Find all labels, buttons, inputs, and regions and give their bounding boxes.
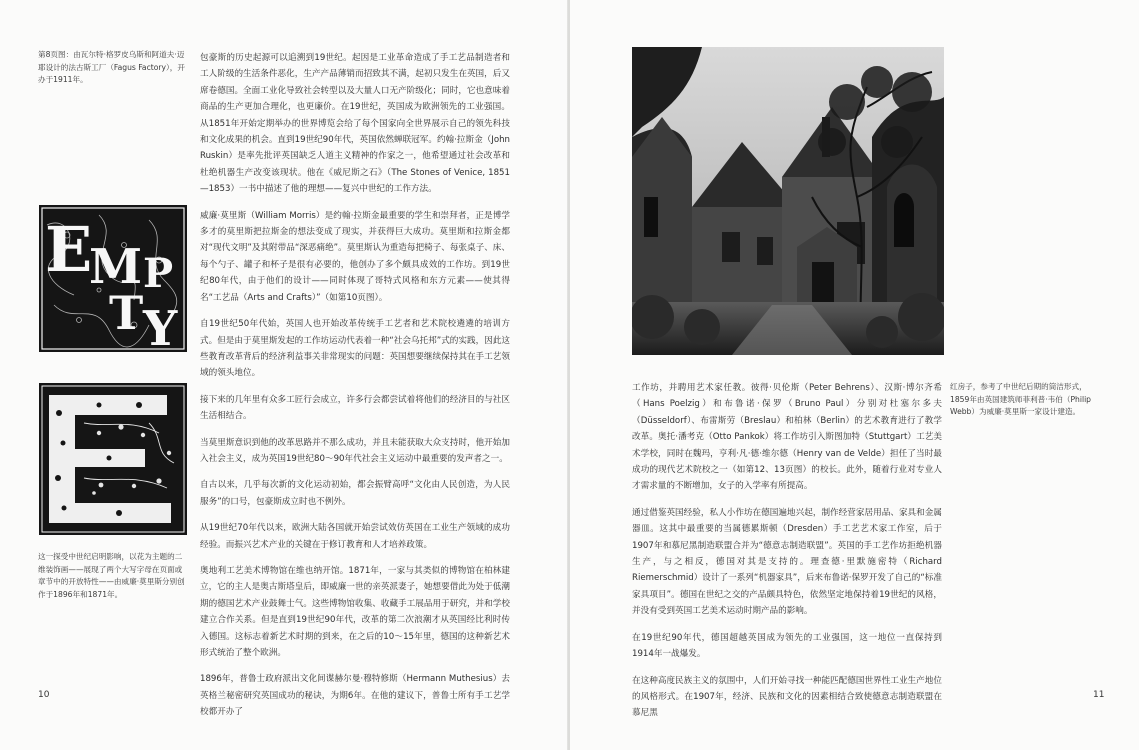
floral-letter-e-graphic [39, 383, 187, 535]
svg-text:M: M [89, 239, 143, 295]
red-house-photo-graphic [632, 47, 944, 355]
paragraph: 1896年，普鲁士政府派出文化间谍赫尔曼·穆特修斯（Hermann Muthesius）去英格兰秘密研究英国成功的秘诀，为期6年。在他的建议下，普鲁士所有手工艺学校都开办了 [200, 674, 510, 718]
red-house-photo [632, 47, 944, 355]
svg-text:Y: Y [143, 301, 178, 352]
paragraph: 从19世纪70年代以来，欧洲大陆各国就开始尝试效仿英国在工业生产领域的成功经验。而振兴艺术产业的关键在于修订教育和人才培养政策。 [200, 523, 510, 550]
svg-text:E: E [45, 213, 93, 286]
paragraph: 在19世纪90年代，德国超越英国成为领先的工业强国，这一地位一直保持到1914年一战爆发。 [632, 632, 942, 660]
paragraph: 奥地利工艺美术博物馆在维也纳开馆。1871年，一家与其类似的博物馆在柏林建立，它的主人是奥古斯塔皇后，即威廉一世的亲英派妻子，她想要借此为处于低潮期的德国艺术产业鼓舞士气。这些博物馆收集、收藏手工展品用于研究，并和学校建立合作关系。但是直到19世纪90年代，改革的第二次浪潮才从英国经比利时传入德国。这标志着新艺术时期的到来，在之后的10～15年里，德国的这种新艺术形式统治了整个欧洲。 [200, 565, 510, 658]
paragraph: 自古以来，几乎每次新的文化运动初始，都会振臂高呼“文化由人民创造，为人民服务”的口号，包豪斯成立时也不例外。 [200, 480, 510, 507]
caption-fagus-factory: 第8页图：由瓦尔特·格罗皮乌斯和阿道夫·迈耶设计的法古斯工厂（Fagus Factory），开办于1911年。 [38, 50, 185, 85]
paragraph: 接下来的几年里有众多工匠行会成立，许多行会都尝试着将他们的经济目的与社区生活相结合。 [200, 394, 510, 422]
paragraph: 工作坊，并聘用艺术家任教。彼得·贝伦斯（Peter Behrens）、汉斯·博尔齐希（Hans Poelzig）和布鲁诺·保罗（Bruno Paul）分别对杜塞尔多夫（Düsseldorf）、布雷斯劳（Breslau）和柏林（Berlin）的艺术教育进行了教学改革。奥托·潘考克（Otto Pankok）将工作坊引入斯图加特（Stuttgart）工艺美术学校，同时在魏玛，亨利·凡·德·维尔德（Henry van de Velde）担任了当时最成功的现代艺术院校之一（如第12、13页图）的校长。此外，随着行业对专业人才需求量的不断增加，女子的入学率有所提高。 [632, 383, 942, 492]
paragraph: 威廉·莫里斯（William Morris）是约翰·拉斯金最重要的学生和崇拜者，正是博学多才的莫里斯把拉斯金的想法变成了现实，并获得巨大成功。莫里斯和拉斯金都对“现代文明”及其附带品“深恶痛绝”。莫里斯认为重造每把椅子、每张桌子、床、每个勺子、罐子和杯子是很有必要的，他创办了多个颇具成效的工作坊。到19世纪80年代，由于他们的设计——同时体现了哥特式风格和东方元素——使其得名“工艺品（Arts and Crafts）”（如第10页图）。 [200, 210, 510, 303]
paragraph: 包豪斯的历史起源可以追溯到19世纪。起因是工业革命造成了手工艺品制造者和工人阶级的生活条件恶化，生产产品薄销而招致其不满，起初只发生在英国，后又席卷德国。全面工业化导致社会转型以及大量人口无产阶级化；同时，它也意味着商品的生产更加合理化，也更廉价。在19世纪，英国成为欧洲领先的工业强国。从1851年开始定期举办的世界博览会给了每个国家向全世界展示自己的领先科技和文化成果的机会。直到19世纪90年代，英国依然蝉联冠军。约翰·拉斯金（John Ruskin）是率先批评英国缺乏人道主义精神的作家之一，他希望通过社会改革和杜绝机器生产改变该现状。他在《威尼斯之石》（The Stones of Venice, 1851—1853）一书中描述了他的理想——复兴中世纪的工作方法。 [200, 53, 510, 195]
page-number-left: 10 [38, 690, 50, 700]
page-number-right: 11 [1093, 690, 1105, 700]
right-page [570, 0, 1139, 750]
caption-red-house: 红房子，参考了中世纪后期的筒洁形式，1859年由英国建筑师菲利普·韦伯（Philip Webb）为威廉·莫里斯一家设计建造。 [950, 382, 1091, 417]
ornament-letters-empty [39, 205, 187, 352]
paragraph: 自19世纪50年代始，英国人也开始改革传统手工艺者和艺术院校遴遴的培训方式。但是由于莫里斯发起的工作坊运动代表着一种“社会乌托邦”式的实践，因此这些教育改革背后的经济利益事关非常现实的问题：英国想要继续保持其在手工艺领域的领头地位。 [200, 319, 510, 379]
left-page [0, 0, 569, 750]
svg-text:T: T [109, 286, 144, 340]
paragraph: 在这种高度民族主义的氛围中，人们开始寻找一种能匹配德国世界性工业生产地位的风格形式。在1907年，经济、民族和文化的因素相结合致使德意志制造联盟在慕尼黑 [632, 675, 942, 719]
floral-letters-graphic [39, 205, 187, 352]
paragraph: 通过借鉴英国经验，私人小作坊在德国遍地兴起，制作经营家居用品、家具和金属器皿。这其中最重要的当属德累斯顿（Dresden）手工艺艺术家工作室，后于1907年和慕尼黑制造联盟合并为“德意志制造联盟”。英国的手工艺作坊拒绝机器生产，与之相反，德国对其是支持的。理查德·里默施密特（Richard Riemerschmid）设计了一系列“机器家具”，后来布鲁诺·保罗开发了自己的“标准家具项目”。德国在世纪之交的产品颇具特色，依然坚定地保持着19世纪的风格，并没有受到英国工艺美术运动时期产品的影响。 [632, 507, 942, 617]
svg-text:P: P [143, 250, 174, 297]
ornament-letter-e [39, 383, 187, 535]
right-body-text [632, 380, 942, 722]
caption-morris-letters: 这一探受中世纪启明影响，以花为主题的二维装饰画——展现了两个大写字母在页面或章节中的开放特性——由威廉·莫里斯分别创作于1896年和1871年。 [38, 552, 185, 599]
left-body-text [200, 50, 510, 721]
paragraph: 当莫里斯意识到他的改革思路并不那么成功，并且未能获取大众支持时，他开始加入社会主义，成为英国19世纪80～90年代社会主义运动中最重要的发声者之一。 [200, 437, 510, 464]
